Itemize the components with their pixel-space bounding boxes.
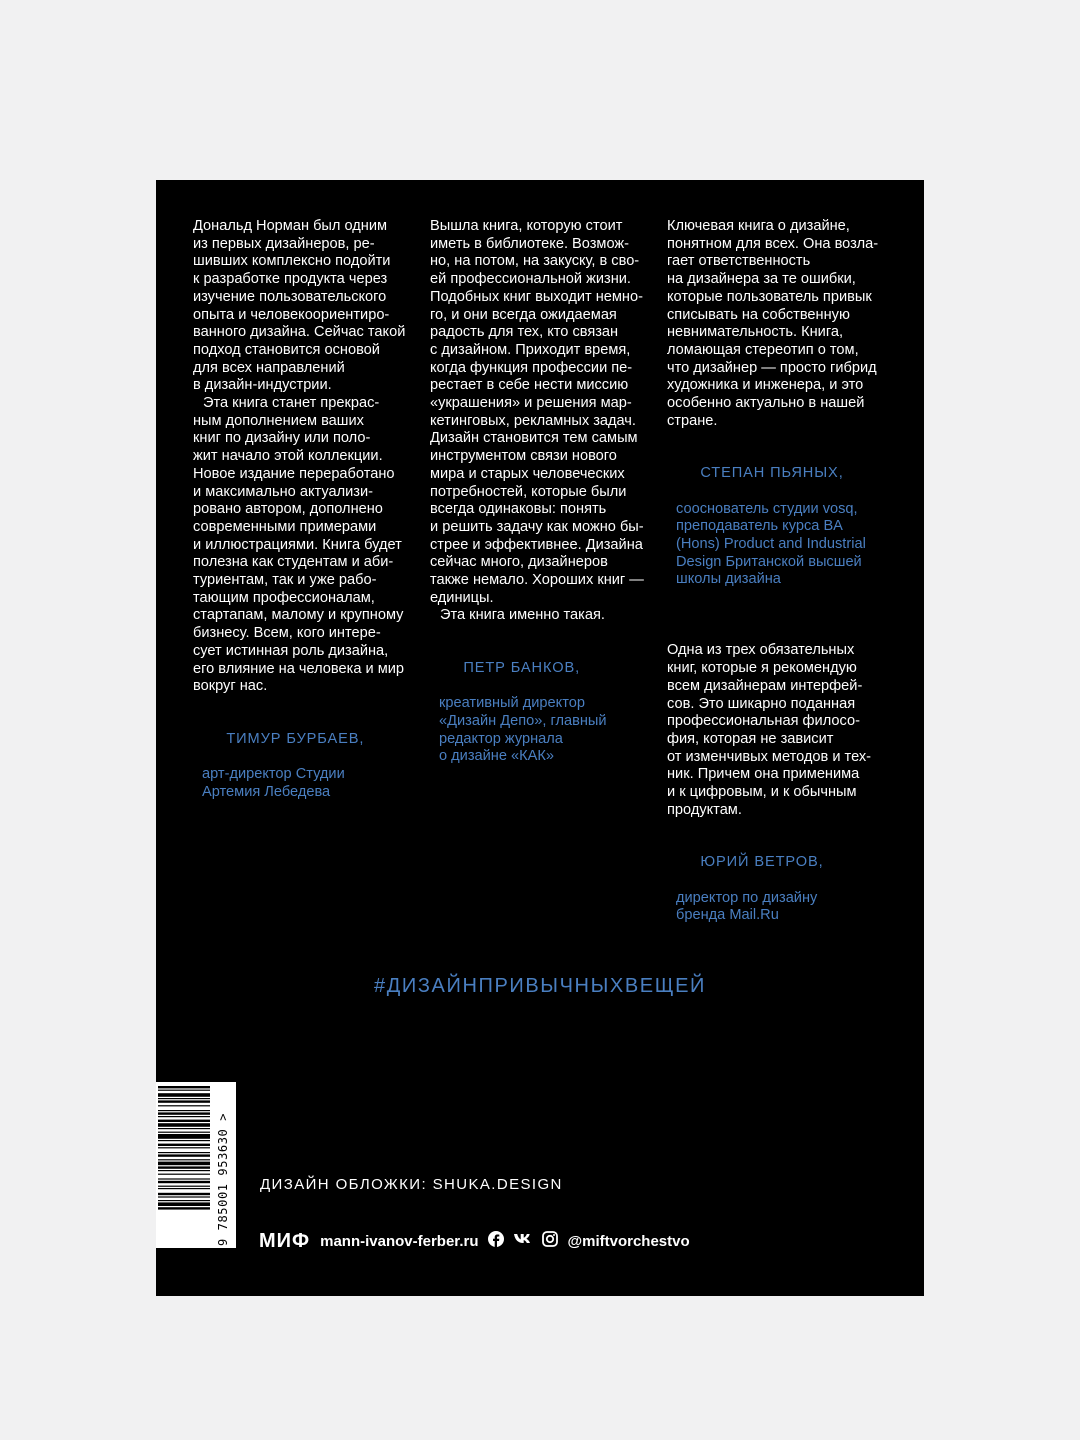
- vk-icon[interactable]: [513, 1232, 533, 1251]
- hashtag: #ДИЗАЙНПРИВЫЧНЫХВЕЩЕЙ: [374, 975, 706, 997]
- facebook-icon[interactable]: [488, 1231, 504, 1252]
- barcode-bar: [158, 1098, 210, 1099]
- barcode-bar: [158, 1140, 210, 1141]
- instagram-icon[interactable]: [542, 1231, 558, 1252]
- review-paragraph: Одна из трех обязательных книг, которые я рекомендую всем дизайнерам интерфей- сов. Это шикарно поданная профессиональная филосо- фия, которая не зависит от изменчивых методов и тех- ник. Причем она применима и к цифровым, и к обычным продуктам.: [667, 642, 872, 818]
- review-column-3: [667, 218, 897, 960]
- barcode-bar: [158, 1100, 210, 1102]
- barcode-bar: [158, 1105, 210, 1106]
- social-handle[interactable]: @miftvorchestvo: [567, 1233, 690, 1250]
- review-signature: [667, 447, 897, 624]
- review-signature: [667, 837, 897, 961]
- barcode-bar: [158, 1178, 210, 1179]
- barcode-bar: [158, 1170, 210, 1171]
- publisher-footer: [259, 1230, 690, 1253]
- barcode-bar: [158, 1134, 210, 1139]
- cover-design-credit: ДИЗАЙН ОБЛОЖКИ: SHUKA.DESIGN: [260, 1176, 563, 1193]
- barcode-digits: 9 785001 953630 >: [216, 1112, 230, 1246]
- barcode-bar: [158, 1120, 210, 1122]
- barcode-bar: [158, 1090, 210, 1091]
- review-paragraph: Эта книга именно такая.: [440, 607, 605, 624]
- barcode-bar: [158, 1188, 210, 1189]
- barcode-bar: [158, 1086, 210, 1088]
- reviewer-name: ЮРИЙ ВЕТРОВ,: [700, 854, 824, 871]
- review-paragraph: Ключевая книга о дизайне, понятном для всех. Она возла- гает ответственность на дизайнера за те ошибки, которые пользователь привык списывать на собственную невнимательность. Книга, ломающая стереотип о том, что дизайнер — просто гибрид художника и инженера, и это особенно актуально в нашей стране.: [667, 218, 879, 429]
- review-column-1: [193, 218, 415, 837]
- reviewer-name: ПЕТР БАНКОВ,: [463, 659, 581, 676]
- barcode-bar: [158, 1128, 210, 1129]
- reviewer-role: арт-директор Студии Артемия Лебедева: [202, 766, 345, 800]
- review-column-2: [430, 218, 652, 802]
- barcode-bar: [158, 1166, 210, 1168]
- barcode-bar: [158, 1202, 210, 1206]
- review-signature: [193, 713, 415, 837]
- barcode-bar: [158, 1093, 210, 1097]
- barcode-bar: [158, 1159, 210, 1160]
- barcode-bar: [158, 1144, 210, 1146]
- barcode-bar: [158, 1181, 210, 1183]
- reviewer-role: директор по дизайну бренда Mail.Ru: [676, 889, 818, 924]
- review-paragraph: Эта книга станет прекрас- ным дополнением ваших книг по дизайну или поло- жит начало этой коллекции. Новое издание переработано и максимально актуализи- ровано автором, дополнено современными примерами и иллюстрациями. Книга будет полезна как студентам и аби- туриентам, так и уже рабо- тающим профессионалам, стартапам, малому и крупному бизнесу. Всем, кого интере- сует истинная роль дизайна, его влияние на человека и мир вокруг нас.: [193, 395, 405, 695]
- reviewer-name: ТИМУР БУРБАЕВ,: [226, 730, 365, 747]
- publisher-logo: МИФ: [259, 1230, 311, 1252]
- barcode-bar: [158, 1116, 210, 1117]
- barcode-bar: [158, 1112, 210, 1114]
- barcode-bar: [158, 1174, 210, 1175]
- barcode-bar: [158, 1123, 210, 1127]
- barcode-bar: [158, 1196, 210, 1197]
- publisher-website[interactable]: mann-ivanov-ferber.ru: [320, 1233, 479, 1250]
- barcode-bar: [158, 1186, 210, 1187]
- barcode-bar: [158, 1200, 210, 1201]
- barcode-bar: [158, 1132, 210, 1133]
- review-paragraph: Вышла книга, которую стоит иметь в библиотеке. Возмож- но, на потом, на закуску, в сво- ей профессиональной жизни. Подобных книг выходит немно- го, и они всегда ожидаемая радость для тех, кто связан с дизайном. Приходит время, когда функция профессии пе- рестает в себе нести миссию «украшения» и решения мар- кетинговых, рекламных задач. Дизайн становится тем самым инструментом связи нового мира и старых человеческих потребностей, которые были всегда одинаковы: понять и решить задачу как можно бы- стрее и эффективнее. Дизайна сейчас много, дизайнеров также немало. Хороших книг — единицы.: [430, 218, 644, 606]
- isbn-barcode: [156, 1082, 236, 1248]
- review-paragraph: Дональд Норман был одним из первых дизайнеров, ре- шивших комплексно подойти к разработке продукта через изучение пользовательского опыта и человекоориентиро- ванного дизайна. Сейчас такой подход становится основой для всех направлений в дизайн-индустрии.: [193, 218, 406, 394]
- barcode-bar: [158, 1152, 210, 1153]
- barcode-bars: [156, 1082, 212, 1248]
- barcode-bar: [158, 1162, 210, 1166]
- barcode-bar: [158, 1193, 210, 1195]
- book-back-cover: [156, 180, 924, 1296]
- reviewer-role: сооснователь студии vosq, преподаватель курса BA (Hons) Product and Industrial Design Британской высшей школы дизайна: [676, 500, 866, 588]
- barcode-bar: [158, 1154, 210, 1156]
- review-signature: [430, 642, 652, 801]
- barcode-bar: [158, 1147, 210, 1148]
- barcode-bar: [158, 1110, 210, 1111]
- barcode-bar: [158, 1207, 210, 1209]
- reviewer-name: СТЕПАН ПЬЯНЫХ,: [700, 465, 844, 482]
- reviewer-role: креативный директор «Дизайн Депо», главный редактор журнала о дизайне «КАК»: [439, 695, 607, 765]
